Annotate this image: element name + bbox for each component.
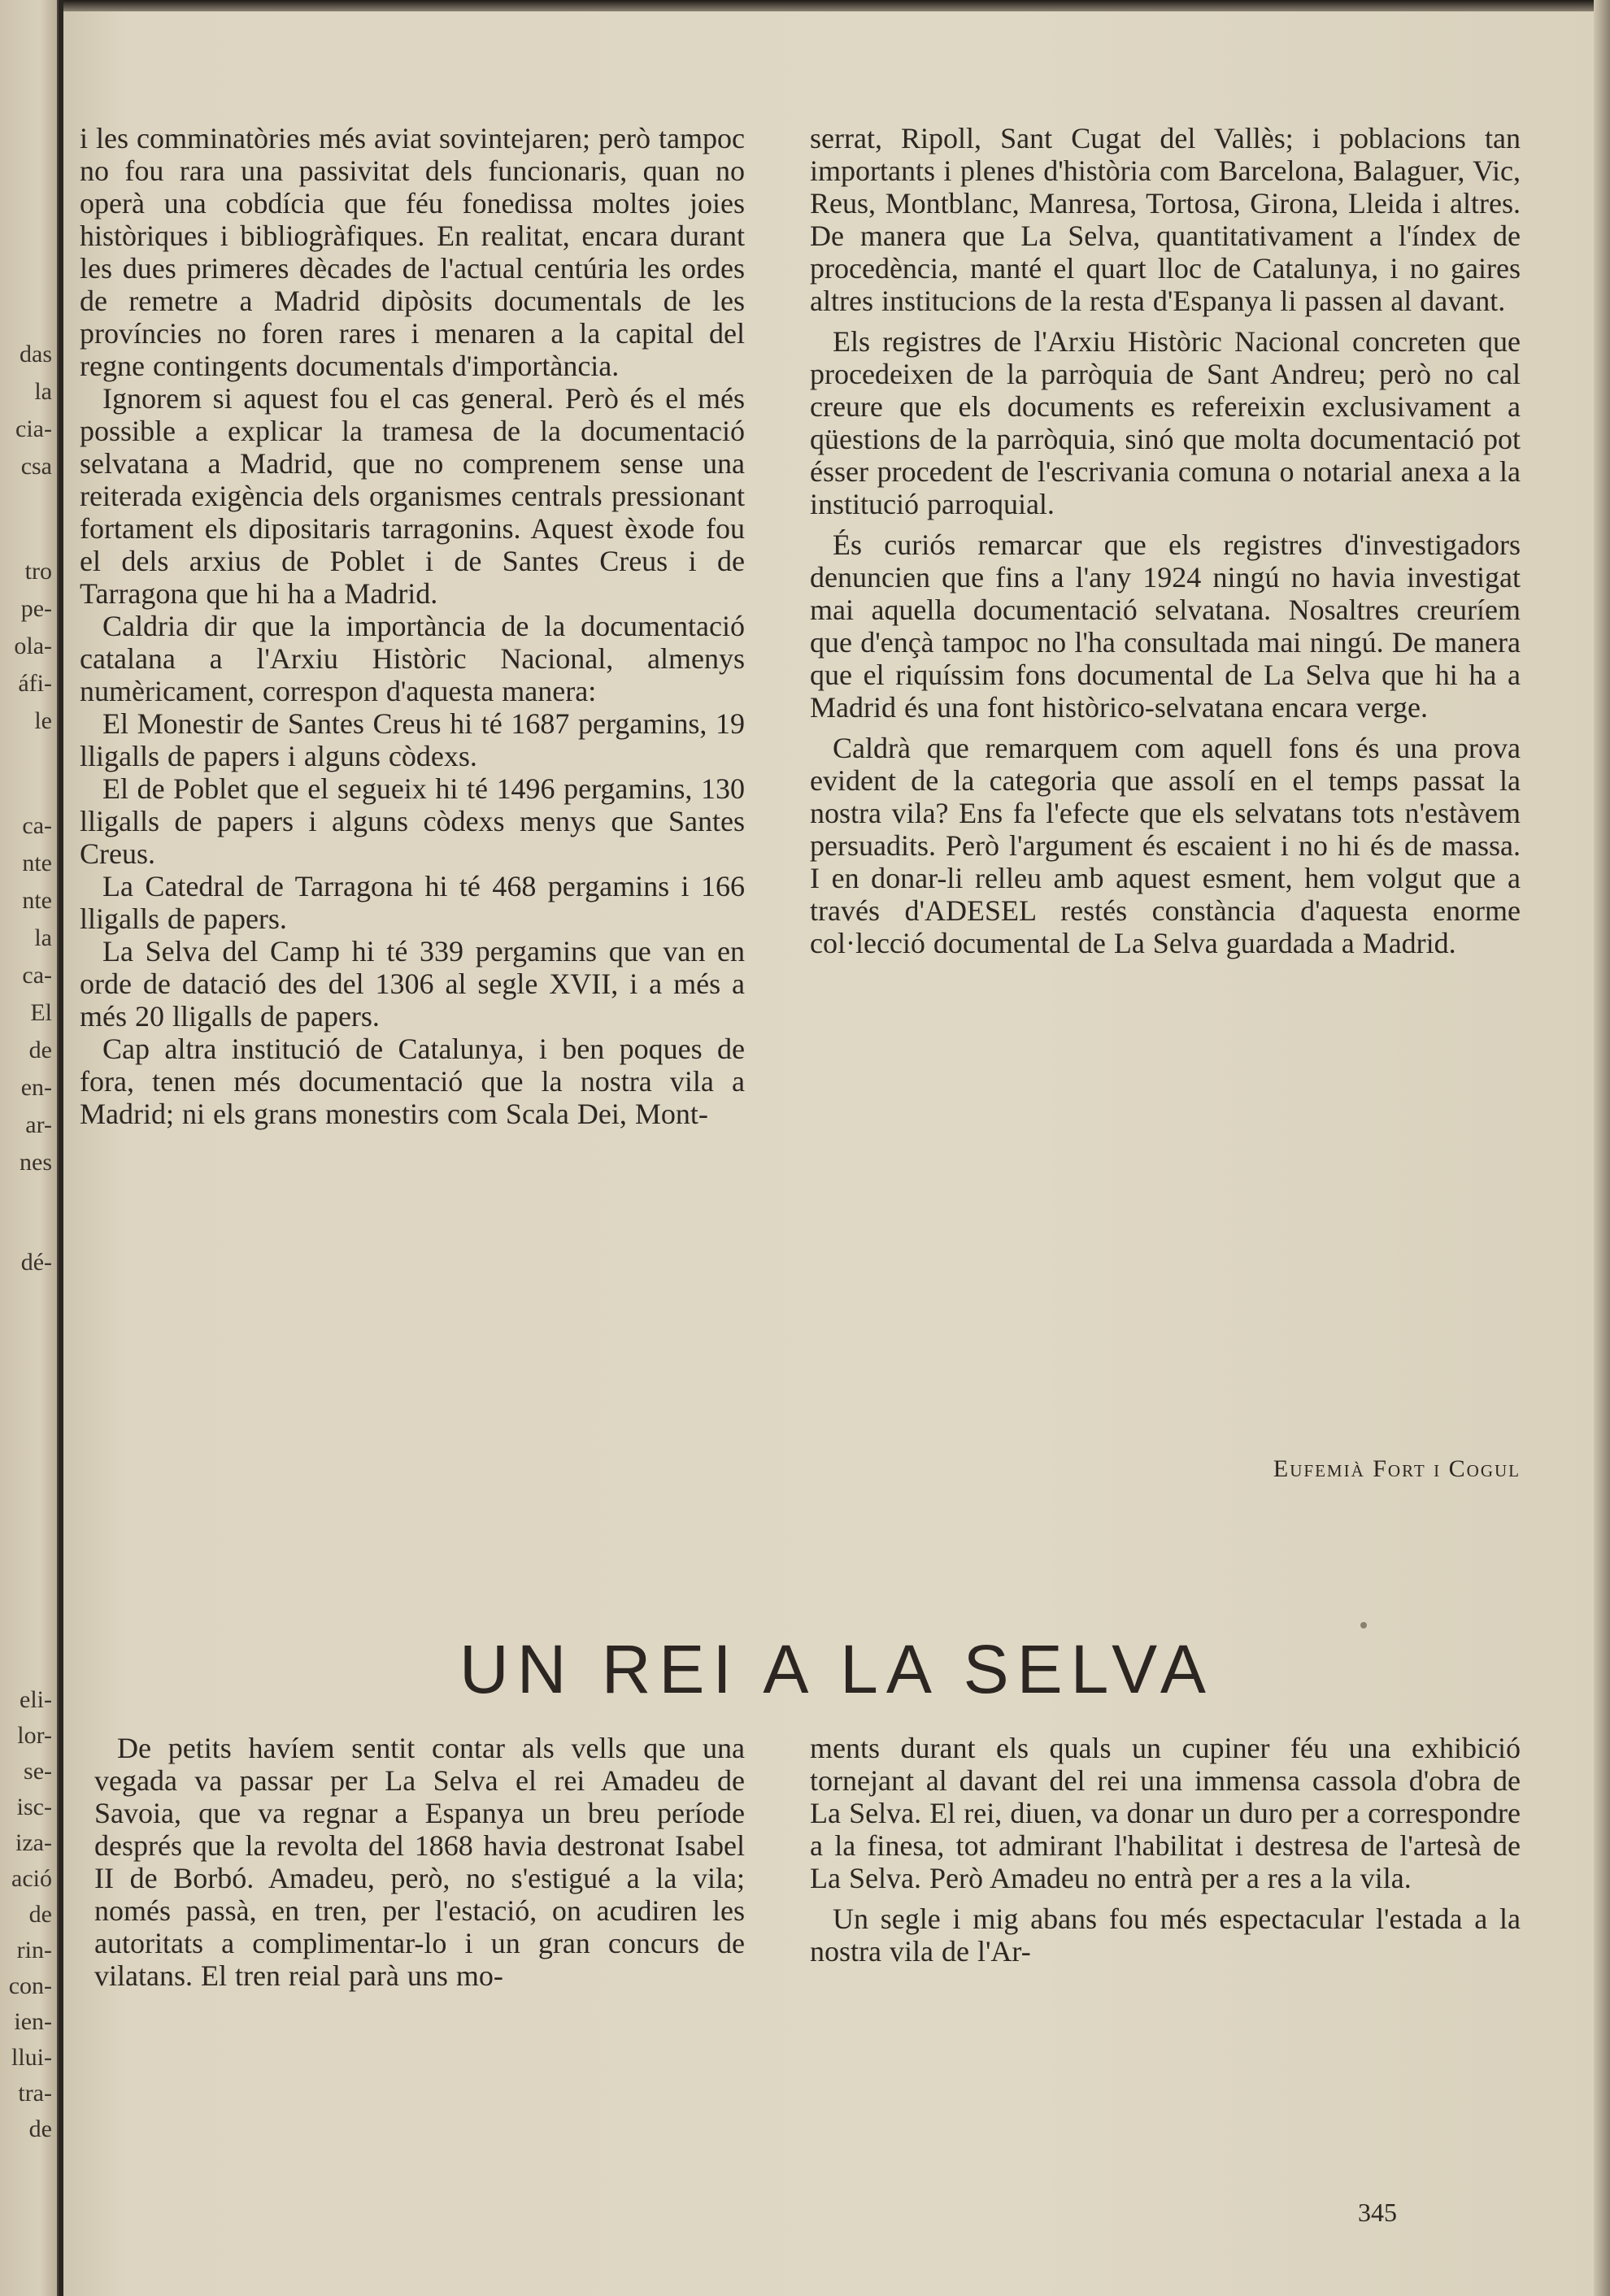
previous-page-text-fragment: áfi- [18, 670, 52, 697]
previous-page-text-fragment: la [34, 924, 52, 951]
previous-page-text-fragment: ola- [14, 633, 52, 659]
previous-page-text-fragment: lor- [17, 1722, 52, 1749]
previous-page-text-fragment: de [28, 1037, 52, 1063]
previous-page-text-fragment: iza- [15, 1829, 52, 1856]
previous-page-text-fragment: El [30, 999, 52, 1026]
previous-page-text-fragment: tro [24, 558, 52, 585]
previous-page-text-fragment: ació [11, 1865, 52, 1892]
previous-page-text-fragment: dé- [20, 1249, 52, 1276]
page [63, 0, 1610, 2296]
previous-page-text-fragment: de [28, 2116, 52, 2142]
previous-page-text-fragment: rin- [16, 1937, 52, 1963]
previous-page-text-fragment: ca- [22, 812, 52, 839]
previous-page-text-fragment: la [34, 378, 52, 405]
previous-page-text-fragment: nte [22, 887, 52, 914]
paragraph: ments durant els quals un cupiner féu una exhibició tornejant al davant del rei una immensa cassola d'obra de La Selva. El rei, diuen, va donar un duro per a correspondre a la finesa, tot admirant l'habilitat i destresa de l'artesà de La Selva. Però Amadeu no entrà per a res a la vila. [810, 1732, 1521, 1894]
paragraph: La Catedral de Tarragona hi té 468 pergamins i 166 lligalls de papers. [80, 870, 745, 935]
previous-page-text-fragment: isc- [16, 1794, 52, 1820]
previous-page-text-fragment: ar- [25, 1111, 52, 1138]
previous-page-text-fragment: ca- [22, 962, 52, 989]
previous-page-text-fragment: csa [20, 453, 52, 480]
previous-page-text-fragment: pe- [20, 595, 52, 622]
paragraph: Ignorem si aquest fou el cas general. Però és el més possible a explicar la tramesa de la documentació selvatana a Madrid, que no comprenem sense una reiterada exigència dels organismes centrals pressionant fortament els dipositaris tarragonins. Aquest èxode fou el dels arxius de Poblet i de Santes Creus i de Tarragona que hi ha a Madrid. [80, 382, 745, 610]
article1-right-column [810, 122, 1521, 959]
decorative-dot [1360, 1622, 1367, 1629]
previous-page-text-fragment: en- [20, 1074, 52, 1101]
previous-page-text-fragment: nes [20, 1149, 52, 1176]
previous-page-text-fragment: se- [24, 1758, 52, 1785]
page-number: 345 [1358, 2198, 1397, 2227]
previous-page-text-fragment: eli- [20, 1686, 52, 1713]
article1-left-column [80, 122, 745, 1130]
previous-page-text-fragment: cia- [15, 415, 52, 442]
paragraph: El Monestir de Santes Creus hi té 1687 pergamins, 19 lligalls de papers i alguns còdexs. [80, 707, 745, 772]
previous-page-text-fragment: le [34, 707, 52, 734]
paragraph: Els registres de l'Arxiu Històric Nacional concreten que procedeixen de la parròquia de Sant Andreu; però no cal creure que els documents es refereixin exclusivament a qüestions de la parròquia, sinó que molta documentació pot ésser procedent de l'escrivania comuna o notarial anexa a la institució parroquial. [810, 325, 1521, 520]
paragraph: Cap altra institució de Catalunya, i ben poques de fora, tenen més documentació que la nostra vila a Madrid; ni els grans monestirs com Scala Dei, Mont- [80, 1033, 745, 1130]
page-top-edge [63, 0, 1610, 11]
article-title: UN REI A LA SELVA [459, 1631, 1214, 1707]
article2-left-column [94, 1732, 745, 1992]
author-signature: Eufemià Fort i Cogul [1273, 1455, 1521, 1482]
paragraph: De petits havíem sentit contar als vells que una vegada va passar per La Selva el rei Amadeu de Savoia, que va regnar a Espanya un breu període després que la revolta del 1868 havia destronat Isabel II de Borbó. Amadeu, però, no s'estigué a la vila; només passà, en tren, per l'estació, on acudiren les autoritats a complimentar-lo i un gran concurs de vilatans. El tren reial parà uns mo- [94, 1732, 745, 1992]
previous-page-text-fragment: das [20, 341, 52, 367]
paragraph: Un segle i mig abans fou més espectacular l'estada a la nostra vila de l'Ar- [810, 1902, 1521, 1968]
previous-page-text-fragment: llui- [11, 2044, 52, 2071]
previous-page-text-fragment: ien- [14, 2008, 52, 2035]
paragraph: El de Poblet que el segueix hi té 1496 pergamins, 130 lligalls de papers i alguns còdexs menys que Santes Creus. [80, 772, 745, 870]
paragraph: i les comminatòries més aviat sovintejaren; però tampoc no fou rara una passivitat dels funcionaris, quan no operà una cobdícia que féu fonedissa moltes joies històriques i bibliogràfiques. En realitat, encara durant les dues primeres dècades de l'actual centúria les ordes de remetre a Madrid dipòsits documentals de les províncies no foren rares i menaren a la capital del regne contingents documentals d'importància. [80, 122, 745, 382]
previous-page-text-fragment: tra- [18, 2080, 52, 2107]
previous-page-text-fragment: de [28, 1901, 52, 1928]
previous-page-edge [0, 0, 57, 2296]
paragraph: Caldria dir que la importància de la documentació catalana a l'Arxiu Històric Nacional, almenys numèricament, correspon d'aquesta manera: [80, 610, 745, 707]
previous-page-text-fragment: con- [8, 1972, 52, 1999]
paragraph: Caldrà que remarquem com aquell fons és una prova evident de la categoria que assolí en el temps passat la nostra vila? Ens fa l'efecte que els selvatans tots n'estàvem persuadits. Però l'argument és escaient i no hi és de massa. I en donar-li relleu amb aquest esment, hem volgut que a través d'ADESEL restés constància d'aquesta enorme col·lecció documental de La Selva guardada a Madrid. [810, 732, 1521, 959]
paragraph: La Selva del Camp hi té 339 pergamins que van en orde de datació des del 1306 al segle XVII, i a més a més 20 lligalls de papers. [80, 935, 745, 1033]
article2-right-column [810, 1732, 1521, 1968]
paragraph: serrat, Ripoll, Sant Cugat del Vallès; i poblacions tan importants i plenes d'història com Barcelona, Balaguer, Vic, Reus, Montblanc, Manresa, Tortosa, Girona, Lleida i altres. De manera que La Selva, quantitativament a l'índex de procedència, manté el quart lloc de Catalunya, i no gaires altres institucions de la resta d'Espanya li passen al davant. [810, 122, 1521, 317]
paragraph: És curiós remarcar que els registres d'investigadors denuncien que fins a l'any 1924 ningú no havia investigat mai aquella documentació selvatana. Nosaltres creuríem que d'ençà tampoc no l'ha consultada mai ningú. De manera que el riquíssim fons documental de La Selva que hi ha a Madrid és una font històrico-selvatana encara verge. [810, 528, 1521, 724]
previous-page-text-fragment: nte [22, 850, 52, 876]
page-right-edge [1594, 0, 1610, 2296]
